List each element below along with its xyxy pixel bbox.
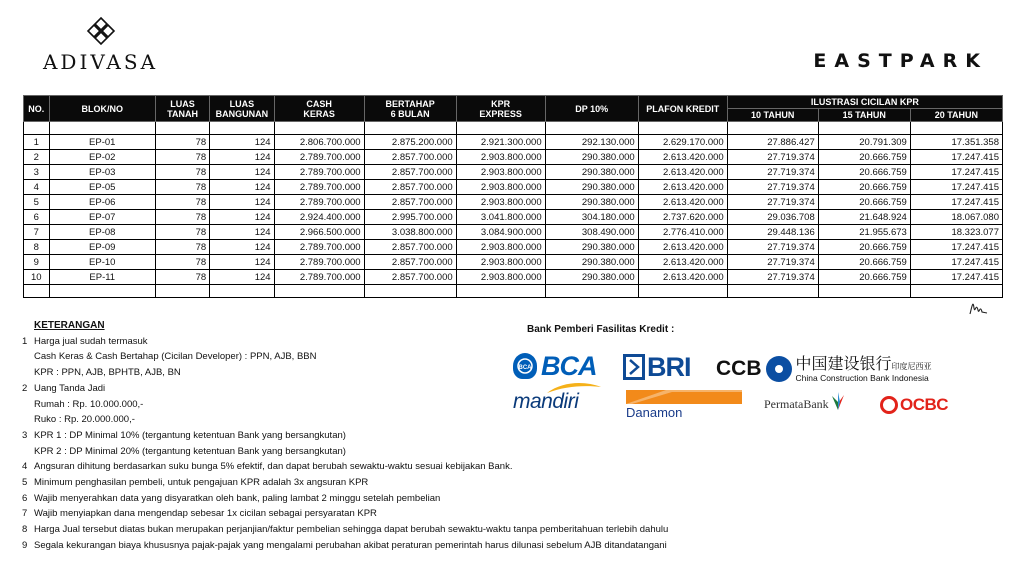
cell-lb: 124 [210,210,274,225]
table-row [24,180,1003,195]
cell-dp: 290.380.000 [545,165,638,180]
cell-t10: 27.719.374 [727,240,818,255]
note-number: 7 [22,508,28,520]
cell-no: 5 [24,195,50,210]
cell-kpr: 2.903.800.000 [456,165,545,180]
note-number: 5 [22,477,28,489]
ocbc-wordmark: OCBC [900,395,949,414]
note-subitem: KPR : PPN, AJB, BPHTB, AJB, BN [34,367,181,379]
table-header-row [24,96,1003,109]
note-item [22,522,762,538]
note-item [22,334,762,350]
cell-no: 2 [24,150,50,165]
adivasa-diamond-icon [86,16,116,46]
table-row [24,195,1003,210]
cell-dp: 290.380.000 [545,180,638,195]
cell-lt: 78 [155,180,209,195]
mandiri-wordmark: mandiri [513,390,579,413]
note-subitem: Ruko : Rp. 20.000.000,- [34,414,135,426]
note-text: Segala kekurangan biaya khususnya pajak-pajak yang mengalami perubahan akibat peraturan pemerintah harus dilunasi sebelum AJB ditandatangani [34,539,667,551]
cell-t20: 17.247.415 [910,195,1002,210]
cell-plafon: 2.613.420.000 [638,150,727,165]
cell-cash: 2.924.400.000 [274,210,364,225]
note-item [22,506,762,522]
cell-kpr: 2.903.800.000 [456,195,545,210]
mandiri-logo [513,390,578,414]
cell-dp: 290.380.000 [545,195,638,210]
cell-cash: 2.789.700.000 [274,180,364,195]
cell-plafon: 2.629.170.000 [638,135,727,150]
cell-bertahap: 2.857.700.000 [364,165,456,180]
cell-blok: EP-02 [49,150,155,165]
note-number: 3 [22,429,28,441]
cell-bertahap: 2.875.200.000 [364,135,456,150]
table-row [24,270,1003,285]
note-number: 1 [22,335,28,347]
note-text: Wajib menyerahkan data yang disyaratkan oleh bank, paling lambat 2 minggu setelah pembelian [34,492,441,504]
cell-bertahap: 2.857.700.000 [364,240,456,255]
note-number: 6 [22,492,28,504]
note-number: 8 [22,524,28,536]
cell-kpr: 2.903.800.000 [456,255,545,270]
cell-t20: 18.323.077 [910,225,1002,240]
cell-blok: EP-05 [49,180,155,195]
cell-t15: 20.791.309 [818,135,910,150]
eastpark-wordmark: EASTPARK [813,50,988,72]
cell-plafon: 2.613.420.000 [638,180,727,195]
cell-kpr: 3.041.800.000 [456,210,545,225]
note-text: Harga Jual tersebut diatas bukan merupakan perjanjian/faktur pembelian sehingga dapat berubah sewaktu-waktu tanpa pemberitahuan terlebih dahulu [34,524,669,536]
ccb-name [795,353,932,383]
ocbc-logo [880,395,948,415]
cell-blok: EP-10 [49,255,155,270]
cell-plafon: 2.613.420.000 [638,240,727,255]
cell-no: 4 [24,180,50,195]
adivasa-logo [38,16,163,76]
permata-leaf-icon [829,390,847,412]
bank-section-title: Bank Pemberi Fasilitas Kredit : [527,324,675,335]
signature-mark [967,298,989,318]
note-subitem: KPR 2 : DP Minimal 20% (tergantung ketentuan Bank yang bersangkutan) [34,445,346,457]
header-dp: DP 10% [545,96,638,122]
keterangan-title: KETERANGAN [34,320,105,331]
cell-t15: 20.666.759 [818,180,910,195]
cell-no: 6 [24,210,50,225]
cell-blok: EP-07 [49,210,155,225]
cell-lb: 124 [210,270,274,285]
ccb-english-name: China Construction Bank Indonesia [795,372,929,383]
cell-t20: 17.247.415 [910,150,1002,165]
cell-t10: 27.886.427 [727,135,818,150]
cell-lt: 78 [155,270,209,285]
table-row [24,135,1003,150]
danamon-wordmark: Danamon [626,405,683,420]
ccb-wordmark: CCB [716,357,762,380]
price-list-table [23,95,1003,298]
header-cash-keras: CASH KERAS [274,96,364,122]
cell-t15: 20.666.759 [818,165,910,180]
cell-t10: 27.719.374 [727,195,818,210]
cell-dp: 290.380.000 [545,150,638,165]
cell-blok: EP-03 [49,165,155,180]
cell-lb: 124 [210,255,274,270]
cell-dp: 308.490.000 [545,225,638,240]
cell-t20: 17.351.358 [910,135,1002,150]
table-row [24,240,1003,255]
cell-lb: 124 [210,225,274,240]
note-text: Uang Tanda Jadi [34,382,106,394]
cell-blok: EP-09 [49,240,155,255]
permata-wordmark: PermataBank [764,397,829,411]
cell-no: 1 [24,135,50,150]
bca-seal-icon [513,353,537,379]
bri-logo [623,353,691,381]
header-kpr-express: KPR EXPRESS [456,96,545,122]
cell-lt: 78 [155,150,209,165]
cell-bertahap: 2.857.700.000 [364,150,456,165]
note-text: KPR 1 : DP Minimal 10% (tergantung ketentuan Bank yang bersangkutan) [34,429,346,441]
cell-t10: 29.448.136 [727,225,818,240]
header-ilustrasi: ILUSTRASI CICILAN KPR [727,96,1002,109]
note-item [22,428,762,444]
note-number: 4 [22,461,28,473]
cell-lt: 78 [155,195,209,210]
cell-t10: 27.719.374 [727,165,818,180]
cell-plafon: 2.737.620.000 [638,210,727,225]
header-plafon: PLAFON KREDIT [638,96,727,122]
header-10-tahun: 10 TAHUN [727,109,818,122]
cell-t20: 17.247.415 [910,180,1002,195]
permata-logo [764,390,847,412]
table-row [24,150,1003,165]
table-row [24,225,1003,240]
cell-bertahap: 2.857.700.000 [364,255,456,270]
header-no: NO. [24,96,50,122]
cell-lt: 78 [155,240,209,255]
cell-kpr: 2.903.800.000 [456,240,545,255]
cell-dp: 290.380.000 [545,240,638,255]
note-item [22,475,762,491]
cell-lb: 124 [210,135,274,150]
cell-lt: 78 [155,255,209,270]
cell-no: 3 [24,165,50,180]
table-row [24,255,1003,270]
cell-no: 9 [24,255,50,270]
cell-cash: 2.789.700.000 [274,240,364,255]
cell-lt: 78 [155,225,209,240]
table-row [24,210,1003,225]
cell-lb: 124 [210,195,274,210]
note-text: Minimum penghasilan pembeli, untuk pengajuan KPR adalah 3x angsuran KPR [34,477,369,489]
cell-bertahap: 2.857.700.000 [364,180,456,195]
table-spacer-row [24,122,1003,135]
cell-t15: 20.666.759 [818,270,910,285]
cell-t10: 29.036.708 [727,210,818,225]
note-subitem: Rumah : Rp. 10.000.000,- [34,398,144,410]
cell-no: 8 [24,240,50,255]
header-luas-bangunan: LUAS BANGUNAN [210,96,274,122]
cell-lb: 124 [210,180,274,195]
cell-t20: 17.247.415 [910,240,1002,255]
cell-t15: 21.648.924 [818,210,910,225]
note-number: 9 [22,539,28,551]
cell-lt: 78 [155,165,209,180]
note-text: Harga jual sudah termasuk [34,335,148,347]
cell-plafon: 2.613.420.000 [638,270,727,285]
cell-t10: 27.719.374 [727,180,818,195]
cell-cash: 2.806.700.000 [274,135,364,150]
cell-dp: 304.180.000 [545,210,638,225]
header-bertahap: BERTAHAP 6 BULAN [364,96,456,122]
cell-plafon: 2.613.420.000 [638,255,727,270]
cell-blok: EP-01 [49,135,155,150]
cell-dp: 290.380.000 [545,255,638,270]
cell-dp: 292.130.000 [545,135,638,150]
cell-t20: 17.247.415 [910,255,1002,270]
note-number: 2 [22,382,28,394]
ccb-chinese-name: 中国建设银行 [795,353,892,373]
cell-lt: 78 [155,135,209,150]
bca-logo [513,352,597,380]
cell-bertahap: 2.857.700.000 [364,195,456,210]
cell-t15: 21.955.673 [818,225,910,240]
header-20-tahun: 20 TAHUN [910,109,1002,122]
cell-cash: 2.789.700.000 [274,270,364,285]
cell-cash: 2.789.700.000 [274,195,364,210]
cell-t20: 17.247.415 [910,165,1002,180]
cell-t10: 27.719.374 [727,270,818,285]
bri-box-icon [623,354,645,380]
cell-no: 10 [24,270,50,285]
cell-cash: 2.789.700.000 [274,150,364,165]
cell-dp: 290.380.000 [545,270,638,285]
danamon-logo [626,390,742,420]
cell-lb: 124 [210,240,274,255]
note-text: Angsuran dihitung berdasarkan suku bunga 5% efektif, dan dapat berubah sewaktu-waktu sesuai kebijakan Bank. [34,461,513,473]
cell-cash: 2.789.700.000 [274,165,364,180]
table-spacer-row [24,285,1003,298]
cell-t15: 20.666.759 [818,195,910,210]
bca-wordmark: BCA [541,350,597,381]
cell-cash: 2.789.700.000 [274,255,364,270]
note-text: Wajib menyiapkan dana mengendap sebesar 1x cicilan sebagai persyaratan KPR [34,508,377,520]
adivasa-wordmark: ADIVASA [42,50,159,74]
cell-t20: 18.067.080 [910,210,1002,225]
ccb-chinese-suffix: 印度尼西亚 [891,361,932,371]
cell-t15: 20.666.759 [818,240,910,255]
cell-kpr: 2.921.300.000 [456,135,545,150]
cell-no: 7 [24,225,50,240]
cell-kpr: 2.903.800.000 [456,270,545,285]
header-luas-tanah: LUAS TANAH [155,96,209,122]
cell-cash: 2.966.500.000 [274,225,364,240]
ccb-logo [716,354,932,384]
cell-plafon: 2.613.420.000 [638,165,727,180]
cell-t10: 27.719.374 [727,255,818,270]
cell-lb: 124 [210,150,274,165]
danamon-bar-icon [626,390,742,404]
note-item [22,459,762,475]
cell-bertahap: 2.857.700.000 [364,270,456,285]
cell-lt: 78 [155,210,209,225]
cell-t10: 27.719.374 [727,150,818,165]
note-item [22,491,762,507]
cell-plafon: 2.776.410.000 [638,225,727,240]
header-blok: BLOK/NO [49,96,155,122]
cell-blok: EP-11 [49,270,155,285]
cell-kpr: 2.903.800.000 [456,180,545,195]
cell-bertahap: 3.038.800.000 [364,225,456,240]
mandiri-swoosh-icon [545,381,603,395]
cell-blok: EP-06 [49,195,155,210]
bca-seal-text: BCA [518,365,532,371]
cell-kpr: 2.903.800.000 [456,150,545,165]
cell-plafon: 2.613.420.000 [638,195,727,210]
cell-t15: 20.666.759 [818,150,910,165]
ocbc-ring-icon [880,396,898,414]
cell-kpr: 3.084.900.000 [456,225,545,240]
header-15-tahun: 15 TAHUN [818,109,910,122]
cell-t20: 17.247.415 [910,270,1002,285]
table-row [24,165,1003,180]
cell-t15: 20.666.759 [818,255,910,270]
note-item [22,538,762,554]
ccb-globe-icon [766,356,792,382]
cell-bertahap: 2.995.700.000 [364,210,456,225]
cell-blok: EP-08 [49,225,155,240]
note-subitem: Cash Keras & Cash Bertahap (Cicilan Developer) : PPN, AJB, BBN [34,351,317,363]
bri-wordmark: BRI [647,351,691,382]
cell-lb: 124 [210,165,274,180]
